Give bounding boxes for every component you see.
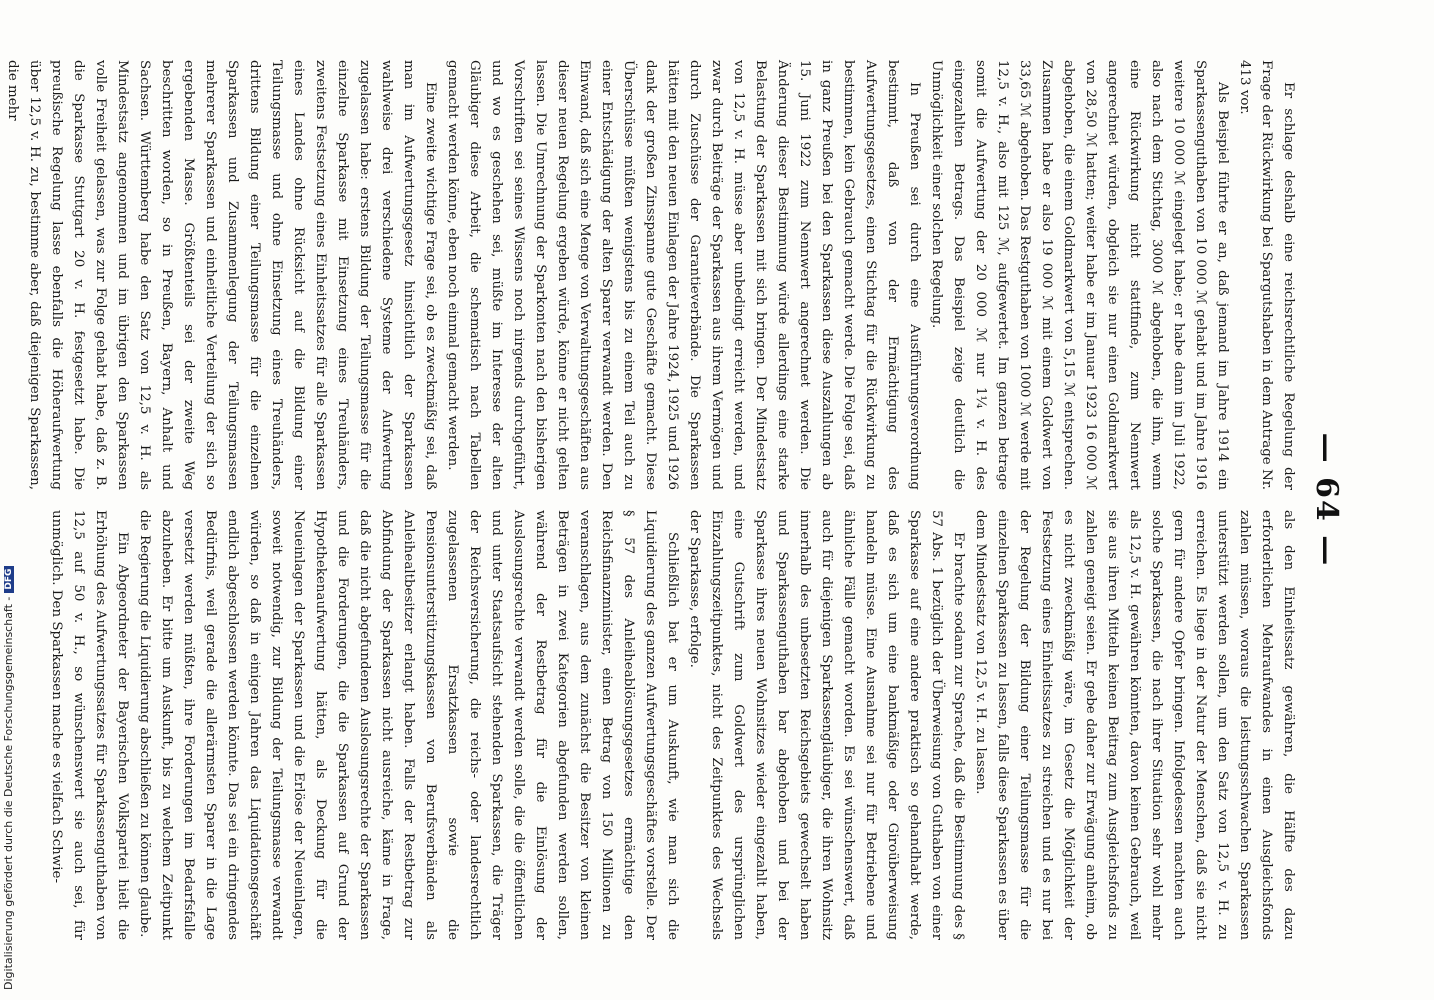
paragraph: In Preußen sei durch eine Ausführungsverordnung bestimmt, daß von der Ermächtigung des Aufwertungsgesetzes, einen Stichtag für die Rückwirkung zu bestimmen, kein Gebrauch gemacht werde. Die Folge sei, daß in ganz Preußen bei den Sparkassen diese Auszahlungen ab 15. Juni 1922 zum Nennwert angerechnet werden. Die Änderung dieser Bestimmung würde allerdings eine starke Belastung der Sparkassen mit sich bringen. Der Mindestsatz von 12,5 v. H. müsse aber unbedingt erreicht werden, und zwar durch Beiträge der Sparkassen aus ihrem Vermögen und durch Zuschüsse der Garantieverbände. Die Sparkassen hätten mit den neuen Einlagen der Jahre 1924, 1925 und 1926 dank der großen Zinsspanne gute Geschäfte gemacht. Diese Überschüsse müßten wenigstens bis zu einem Teil auch zu einer Entschädigung der alten Sparer verwandt werden. Den Einwand, daß sich eine Menge von Verwaltungsgeschäften aus dieser neuen Regelung ergeben würde, könne er nicht gelten lassen. Die Umrechnung der Sparkonten nach den bisherigen Vorschriften sei seines Wissens noch nirgends durchgeführt, und wo es geschehen sei, müßte im Interesse der alten Gläubiger diese Arbeit, die schematisch nach Tabellen gemacht werden könne, eben noch einmal gemacht werden. — [445, 60, 922, 490]
footer-credit-line — [2, 566, 15, 990]
digitization-credit — [0, 0, 22, 1000]
paragraph: Als Beispiel führte er an, daß jemand im Jahre 1914 ein Sparkassenguthaben von 10 000 ℳ gehabt und im Jahre 1916 weitere 10 000 ℳ eingelegt habe; er habe dann im Juli 1922, also nach dem Stichtag, 3000 ℳ abgehoben, die ihm, wenn eine Rückwirkung nicht stattfinde, zum Nennwert angerechnet würden, obgleich sie nur einen Goldmarkwert von 28,50 ℳ hatten; weiter habe er im Januar 1923 16 000 ℳ abgehoben, die einem Goldmarkwert von 5,15 ℳ entsprechen. Zusammen habe er also 19 000 ℳ mit einem Goldwert von 33,65 ℳ abgehoben. Das Restguthaben von 1000 ℳ werde mit 12,5 v. H., also mit 125 ℳ, aufgewertet. Im ganzen betrage somit die Aufwertung der 20 000 ℳ nur 1¼ v. H. des eingezahlten Betrags. Das Beispiel zeige deutlich die Unmöglichkeit einer solchen Regelung. — [929, 60, 1230, 490]
paragraph: Eine zweite wichtige Frage sei, ob es zweckmäßig sei, daß man im Aufwertungsgesetz hinsichtlich der Sparkassen wahlweise drei verschiedene Systeme der Aufwertung zugelassen habe: erstens Bildung der Teilungsmasse für die einzelne Sparkasse mit Einsetzung eines Treuhänders, zweitens Festsetzung eines Einheitssatzes für alle Sparkassen eines Landes ohne Rücksicht auf die Bildung einer Teilungsmasse und ohne Einsetzung eines Treuhänders, drittens Bildung einer Teilungsmasse für die einzelnen Sparkassen und Zusammenlegung der Teilungsmassen mehrerer Sparkassen und einheitliche Verteilung der sich so ergebenden Masse. Größtenteils sei der zweite Weg beschritten worden, so in Preußen, Bayern, Anhalt und Sachsen. Württemberg habe den Satz von 12,5 v. H. als Mindestsatz angenommen und im übrigen den Sparkassen volle Freiheit gelassen, was zur Folge gehabt habe, daß z. B. die Sparkasse Stuttgart 20 v. H. festgesetzt habe. Die preußische Regelung lasse ebenfalls die Höheraufwertung über 12,5 v. H. zu, bestimme aber, daß diejenigen Sparkassen, die mehr — [5, 60, 438, 490]
paragraph: Er brachte sodann zur Sprache, daß die Bestimmung des § 57 Abs. 1 bezüglich der Überweisung von Guthaben von einer Sparkasse auf eine andere praktisch so gehandhabt werde, daß es sich um eine bankmäßige oder Giroüberweisung handeln müsse. Eine Ausnahme sei nur für Betriebene und ähnliche Fälle gemacht worden. Es sei wünschenswert, daß auch für diejenigen Sparkassengläubiger, die ihren Wohnsitz innerhalb des unbesetzten Reichsgebiets gewechselt haben und Sparkassenguthaben bar abgehoben und bei der Sparkasse ihres neuen Wohnsitzes wieder eingezahlt haben, eine Gutschrift zum Goldwert des ursprünglichen Einzahlungszeitpunktes, nicht des Zeitpunktes des Wechsels der Sparkasse, erfolge. — [687, 510, 966, 940]
dfg-logo: DFG — [4, 566, 14, 593]
text-column-right — [45, 510, 1299, 940]
page-number: — 64 — — [1309, 432, 1344, 568]
paragraph: Er schlage deshalb eine reichsrechtliche Regelung der Frage der Rückwirkung bei Spargutshaben in dem Antrage Nr. 413 vor. — [1237, 60, 1296, 490]
footer-credit-text: Digitalisierung gefördert durch die Deutsche Forschungsgemeinschaft - — [2, 596, 15, 990]
paragraph: als den Einheitssatz gewähren, die Hälfte des dazu erforderlichen Mehraufwandes in einen Ausgleichsfonds zahlen müssen, woraus die leistungsschwachen Sparkassen unterstützt werden sollen, um den Satz von 12,5 v. H. zu erreichen. Es liege in der Natur der Menschen, daß sie nicht gern für andere Opfer bringen. Infolgedessen machten auch solche Sparkassen, die nach ihrer Situation sehr wohl mehr als 12,5 v. H. gewähren könnten, davon keinen Gebrauch, weil sie aus ihren Mitteln keinen Beitrag zum Ausgleichsfonds zu zahlen geneigt seien. Er gebe daher zur Erwägung anheim, ob es nicht zweckmäßig wäre, im Gesetz die Möglichkeit der Festsetzung eines Einheitssatzes zu streichen und es nur bei der Regelung der Bildung einer Teilungsmasse für die einzelnen Sparkassen zu lassen, falls diese Sparkassen es über dem Mindestsatz von 12,5 v. H. zu lassen. — [973, 510, 1296, 940]
text-column-left — [1, 60, 1299, 490]
paragraph: Schließlich bat er um Auskunft, wie man sich die Liquidierung des ganzen Aufwertungsgeschäftes vorstelle. Der § 57 des Anleiheablösungsgesetzes ermächtige den Reichsfinanzminister, einen Betrag von 150 Millionen zu veranschlagen, aus dem zunächst die Besitzer von kleinen Beträgen in zwei Kategorien abgefunden werden sollen, während der Restbetrag für die Einlösung der Auslosungsrechte verwandt werden solle, die die öffentlichen und unter Staatsaufsicht stehenden Sparkassen, die Träger der Reichsversicherung, die reichs- oder landesrechtlich zugelassenen Ersatzkassen sowie die Pensionsunterstützungskassen von Berufsverbänden als Anleihealtbesitzer erlangt haben. Falls der Restbetrag zur Abfindung der Sparkassen nicht ausreiche, käme in Frage, daß die nicht abgefundenen Auslosungsrechte der Sparkassen und die Forderungen, die die Sparkassen auf Grund der Hypothekenaufwertung hätten, als Deckung für die Neueinlagen der Sparkassen und die Erlöse der Neueinlagen, soweit notwendig, zur Bildung der Teilungsmasse verwandt würden, so daß in einigen Jahren das Liquidationsgeschäft endlich abgeschlossen werden könnte. Das sei ein dringendes Bedürfnis, weil gerade die allerärmsten Sparer in die Lage versetzt werden müßten, ihre Forderungen im Bedarfsfalle abzuheben. Er bitte um Auskunft, bis zu welchem Zeitpunkt die Regierung die Liquidierung abschließen zu können glaube. — [137, 510, 680, 940]
paragraph: Ein Abgeordneter der Bayerischen Volkspartei hielt die Erhöhung des Aufwertungssatzes für Sparkassenguthaben von 12,5 auf 50 v. H., so wünschenswert sie auch sei, für unmöglich. Den Sparkassen mache es vielfach Schwie- — [49, 510, 130, 940]
